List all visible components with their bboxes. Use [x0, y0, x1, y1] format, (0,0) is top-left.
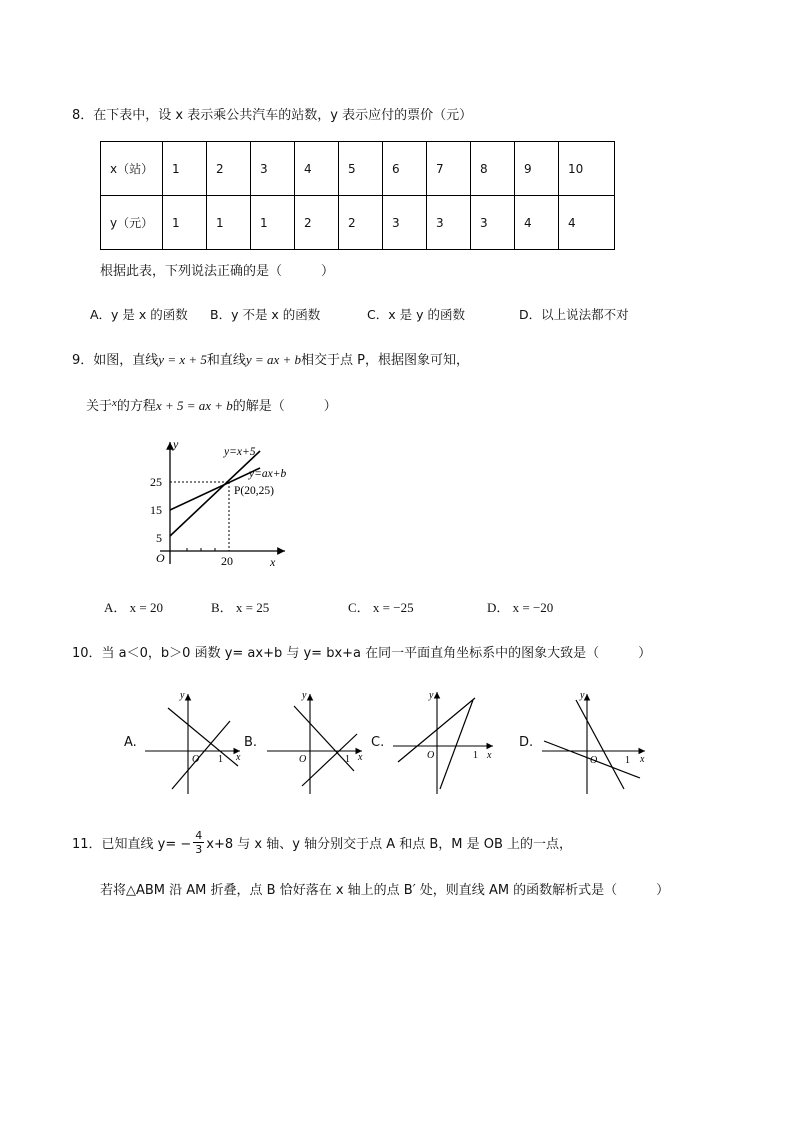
graph-a-origin: O [192, 754, 200, 765]
q9-var-x: x [112, 397, 117, 409]
q9-stem [72, 349, 469, 368]
graph-d-x-label: x [640, 754, 645, 765]
q10-graph-a [140, 686, 250, 796]
cell-y-10: 4 [559, 196, 615, 250]
cell-y-9: 4 [515, 196, 559, 250]
y-tick-25: 25 [150, 475, 162, 489]
graph-a-x-label: x [236, 752, 241, 763]
cell-y-7: 3 [427, 196, 471, 250]
q8-number: 8． [72, 108, 94, 123]
q10-label-b: B. [244, 735, 258, 750]
cell-y-5: 2 [339, 196, 383, 250]
q8-stem-text: 在下表中，设 x 表示乘公共汽车的站数，y 表示应付的票价（元） [93, 108, 473, 123]
q9-option-c: C． x = −25 [348, 600, 414, 615]
graph-b-y-label: y [302, 690, 307, 701]
cell-x-2: 2 [207, 142, 251, 196]
q9-line2-mid: 的方程 [116, 399, 156, 414]
graph-c-y-label: y [429, 690, 434, 701]
y-tick-15: 15 [150, 503, 162, 517]
q11-fraction-denominator: 3 [195, 842, 203, 856]
q9-line2-formula: y = ax + b [245, 352, 301, 367]
q9-stem-suffix: 相交于点 P，根据图象可知， [301, 353, 469, 368]
table-row-y [101, 196, 615, 250]
q11-stem-suffix: x+8 与 x 轴、y 轴分别交于点 A 和点 B，M 是 OB 上的一点， [206, 836, 573, 852]
origin-label: O [156, 551, 165, 565]
q9-graph [140, 432, 300, 572]
q8-option-d: D．以上说法都不对 [519, 307, 629, 322]
label-line2: y=ax+b [249, 468, 287, 480]
row-header-y: y（元） [101, 196, 163, 250]
q11-number: 11． [72, 836, 102, 852]
q9-line2-prefix: 关于 [86, 399, 113, 414]
q10-graph-d [540, 686, 652, 796]
ticket-table [100, 141, 615, 250]
graph-d-origin: O [590, 755, 598, 766]
y-axis-label: y [173, 437, 179, 451]
cell-x-3: 3 [251, 142, 295, 196]
graph-d-y-label: y [580, 690, 585, 701]
cell-y-2: 1 [207, 196, 251, 250]
x-tick-20: 20 [221, 554, 233, 568]
q9-option-b: B． x = 25 [211, 600, 270, 615]
q9-stem-prefix: 如图，直线 [93, 353, 159, 368]
q9-line1-formula: y = x + 5 [158, 352, 207, 367]
q9-equation: x + 5 = ax + b [155, 398, 233, 413]
cell-x-7: 7 [427, 142, 471, 196]
cell-x-8: 8 [471, 142, 515, 196]
graph-a-tick-1: 1 [218, 754, 223, 765]
cell-y-3: 1 [251, 196, 295, 250]
cell-x-10: 10 [559, 142, 615, 196]
cell-x-9: 9 [515, 142, 559, 196]
row-header-x: x（站） [101, 142, 163, 196]
q8-option-b: B．y 不是 x 的函数 [210, 307, 321, 322]
q9-line2-suffix: 的解是（ ） [232, 399, 337, 414]
q10-label-a: A. [124, 735, 137, 750]
q9-option-a: A． x = 20 [104, 600, 163, 615]
q11-stem [72, 822, 572, 862]
q11-stem-line2: 若将△ABM 沿 AM 折叠，点 B 恰好落在 x 轴上的点 B′ 处，则直线 AM 的函数解析式是（ ） [100, 883, 670, 898]
cell-y-4: 2 [295, 196, 339, 250]
y-tick-5: 5 [156, 531, 162, 545]
q10-graph-c [393, 686, 503, 796]
cell-y-1: 1 [163, 196, 207, 250]
q9-option-d: D． x = −20 [487, 600, 554, 615]
q9-stem-mid: 和直线 [206, 353, 246, 368]
q9-number: 9． [72, 353, 94, 368]
q10-graph-b [262, 686, 372, 796]
cell-x-4: 4 [295, 142, 339, 196]
table-row-x [101, 142, 615, 196]
graph-b-origin: O [299, 754, 307, 765]
cell-x-1: 1 [163, 142, 207, 196]
point-p-label: P(20,25) [234, 485, 274, 497]
graph-c-origin: O [427, 750, 435, 761]
cell-x-6: 6 [383, 142, 427, 196]
graph-d-line-1 [576, 700, 624, 789]
q8-after-table: 根据此表，下列说法正确的是（ ） [100, 264, 335, 279]
graph-a-line-1 [168, 708, 238, 766]
graph-b-tick-1: 1 [345, 754, 350, 765]
q8-option-c: C．x 是 y 的函数 [367, 307, 465, 322]
graph-c-x-label: x [487, 750, 492, 761]
cell-y-6: 3 [383, 196, 427, 250]
graph-d-tick-1: 1 [625, 755, 630, 766]
graph-b-x-label: x [358, 752, 363, 763]
q11-fraction [193, 829, 204, 856]
q11-fraction-numerator: 4 [195, 828, 203, 842]
q10-label-d: D. [519, 735, 534, 750]
label-line1: y=x+5 [224, 446, 256, 458]
q9-stem-line2 [86, 395, 337, 414]
q11-stem-prefix: 已知直线 y= − [101, 836, 192, 852]
graph-c-tick-1: 1 [473, 750, 478, 761]
x-axis-label: x [270, 555, 276, 569]
q10-label-c: C. [371, 735, 385, 750]
q8-stem [72, 104, 472, 123]
q10-number: 10． [72, 646, 102, 661]
q10-stem-text: 当 a＜0，b＞0 函数 y= ax+b 与 y= bx+a 在同一平面直角坐标系中的图象大致是（ ） [101, 646, 652, 661]
q10-stem [72, 642, 651, 661]
q8-option-a: A．y 是 x 的函数 [90, 307, 188, 322]
graph-a-y-label: y [180, 690, 185, 701]
cell-y-8: 3 [471, 196, 515, 250]
cell-x-5: 5 [339, 142, 383, 196]
